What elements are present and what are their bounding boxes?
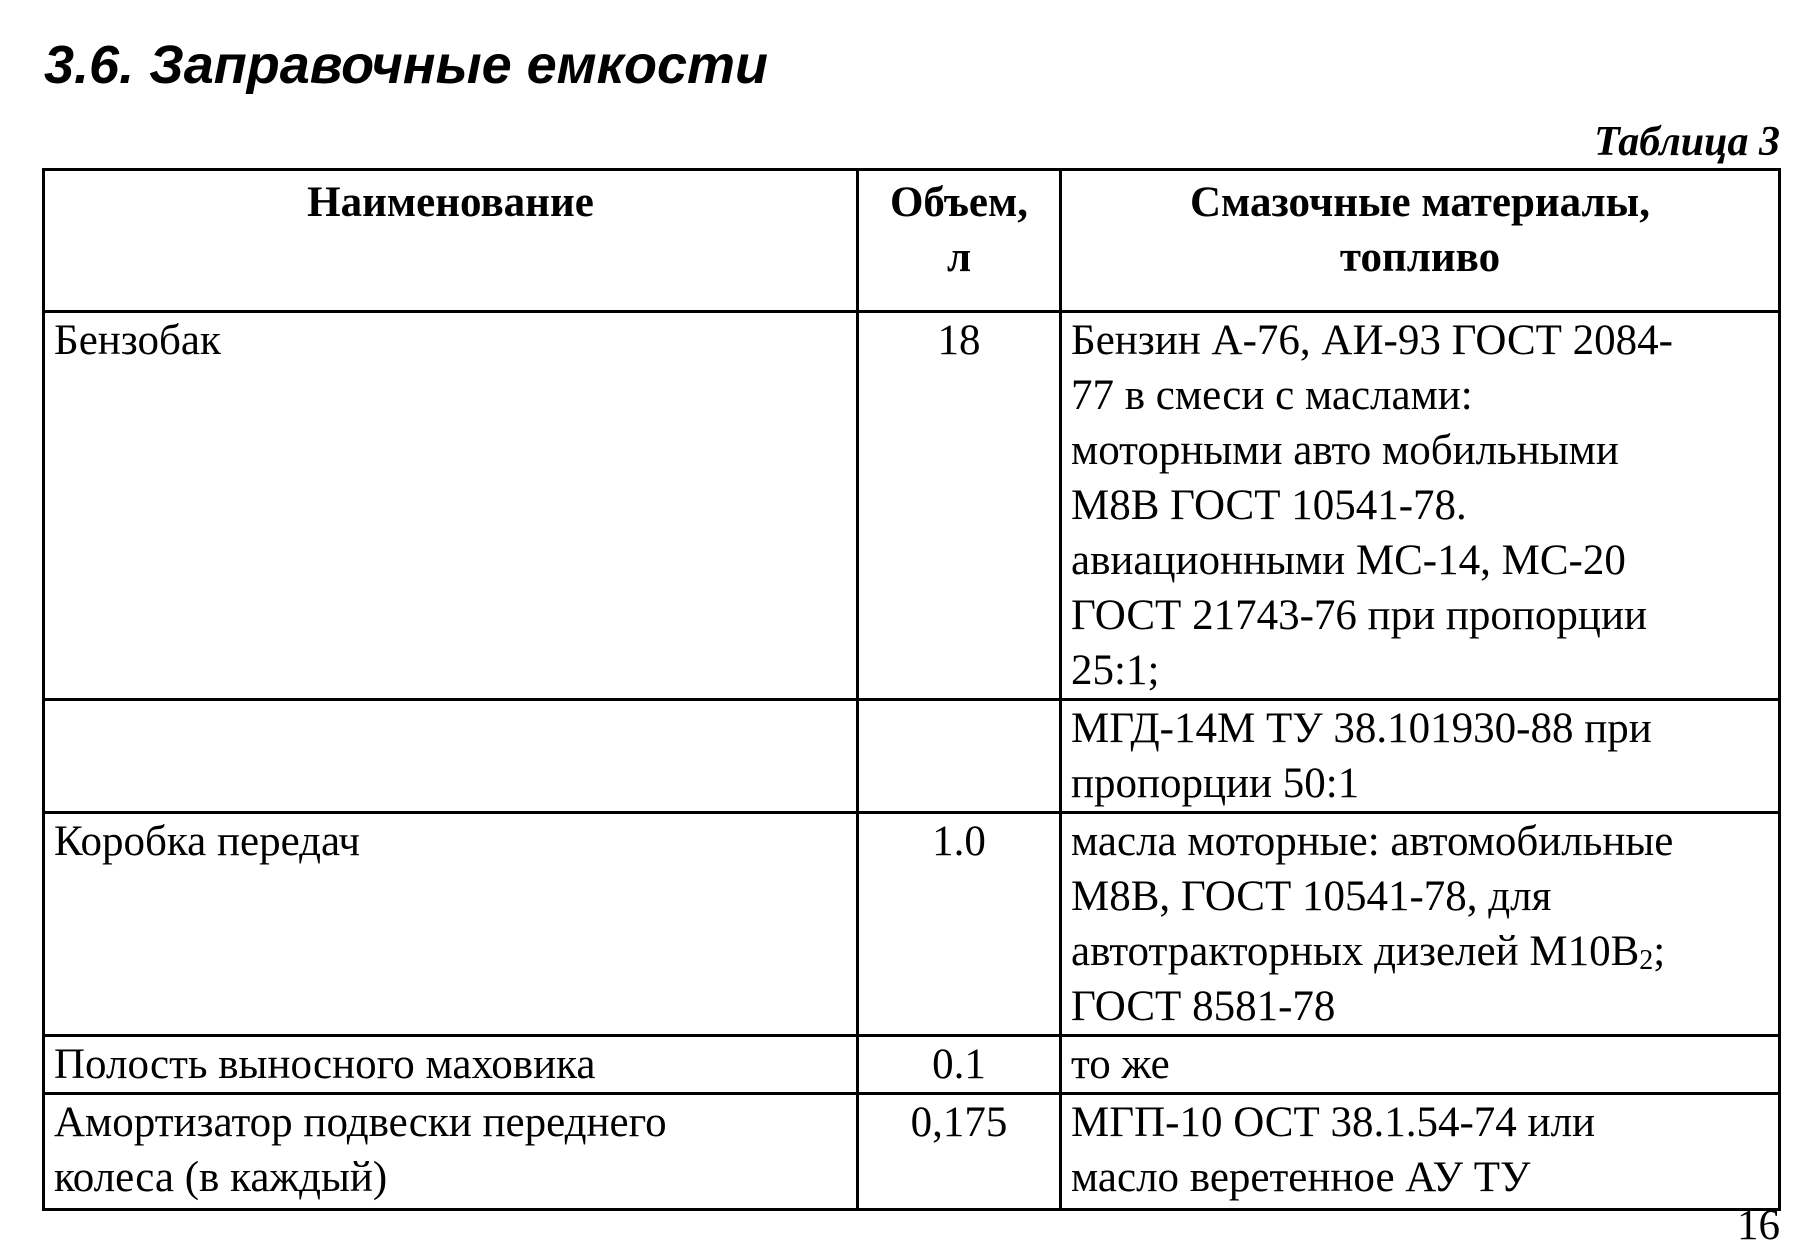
cell-materials (1061, 312, 1780, 700)
name-text: Бензобак (54, 317, 221, 364)
materials-line: М8В, ГОСТ 10541-78, для (1071, 873, 1552, 920)
table-caption: Таблица 3 (1594, 119, 1780, 165)
materials-line-with-subscript (1071, 924, 1778, 979)
materials-line: МГП-10 ОСТ 38.1.54-74 или (1071, 1099, 1596, 1146)
header-name-label: Наименование (307, 179, 594, 226)
cell-name (44, 813, 858, 1036)
cell-volume (858, 1094, 1061, 1210)
materials-line: ГОСТ 8581-78 (1071, 983, 1336, 1030)
materials-line: масло веретенное АУ ТУ (1071, 1154, 1531, 1201)
cell-materials (1061, 1094, 1780, 1210)
materials-line: Бензин А-76, АИ-93 ГОСТ 2084- (1071, 317, 1673, 364)
table-row (44, 1094, 1780, 1210)
cell-materials (1061, 813, 1780, 1036)
cell-volume (858, 813, 1061, 1036)
header-materials (1061, 170, 1780, 312)
cell-name (44, 1094, 858, 1210)
volume-text: 0,175 (910, 1099, 1008, 1146)
cell-name (44, 700, 858, 813)
header-materials-label-2: топливо (1339, 234, 1501, 281)
section-heading: 3.6. Заправочные емкости (44, 35, 768, 95)
subscript-text: 2 (1639, 945, 1654, 976)
refill-capacities-table (42, 168, 1781, 1211)
header-materials-label: Смазочные материалы, (1189, 179, 1650, 226)
volume-text: 0.1 (932, 1041, 986, 1088)
volume-text: 18 (937, 317, 981, 364)
cell-name (44, 312, 858, 700)
header-volume-unit: л (946, 234, 972, 281)
cell-volume (858, 700, 1061, 813)
materials-line: МГД-14М ТУ 38.101930-88 при (1071, 705, 1652, 752)
table-row (44, 312, 1780, 700)
materials-line: моторными авто мобильными (1071, 427, 1619, 474)
cell-materials (1061, 1036, 1780, 1094)
materials-line-text: автотракторных дизелей М10В (1071, 928, 1640, 975)
materials-line-suffix: ; (1653, 928, 1666, 975)
table-row (44, 1036, 1780, 1094)
materials-line: пропорции 50:1 (1071, 760, 1360, 807)
page-number: 16 (1737, 1202, 1780, 1249)
name-text: колеса (в каждый) (54, 1154, 388, 1201)
header-volume (858, 170, 1061, 312)
materials-line: ГОСТ 21743-76 при пропорции (1071, 592, 1647, 639)
materials-line: то же (1071, 1041, 1170, 1088)
materials-line: авиационными МС-14, МС-20 (1071, 537, 1626, 584)
cell-volume (858, 312, 1061, 700)
materials-line: 25:1; (1071, 647, 1160, 694)
table-header-row (44, 170, 1780, 312)
header-volume-label: Объем, (889, 179, 1029, 226)
materials-line: М8В ГОСТ 10541-78. (1071, 482, 1467, 529)
table-row (44, 700, 1780, 813)
header-name (44, 170, 858, 312)
cell-name (44, 1036, 858, 1094)
materials-line: 77 в смеси с маслами: (1071, 372, 1473, 419)
cell-materials (1061, 700, 1780, 813)
volume-text: 1.0 (932, 818, 986, 865)
table-row (44, 813, 1780, 1036)
name-text: Амортизатор подвески переднего (54, 1099, 667, 1146)
cell-volume (858, 1036, 1061, 1094)
materials-line: масла моторные: автомобильные (1071, 818, 1674, 865)
name-text: Полость выносного маховика (54, 1041, 596, 1088)
name-text: Коробка передач (54, 818, 360, 865)
